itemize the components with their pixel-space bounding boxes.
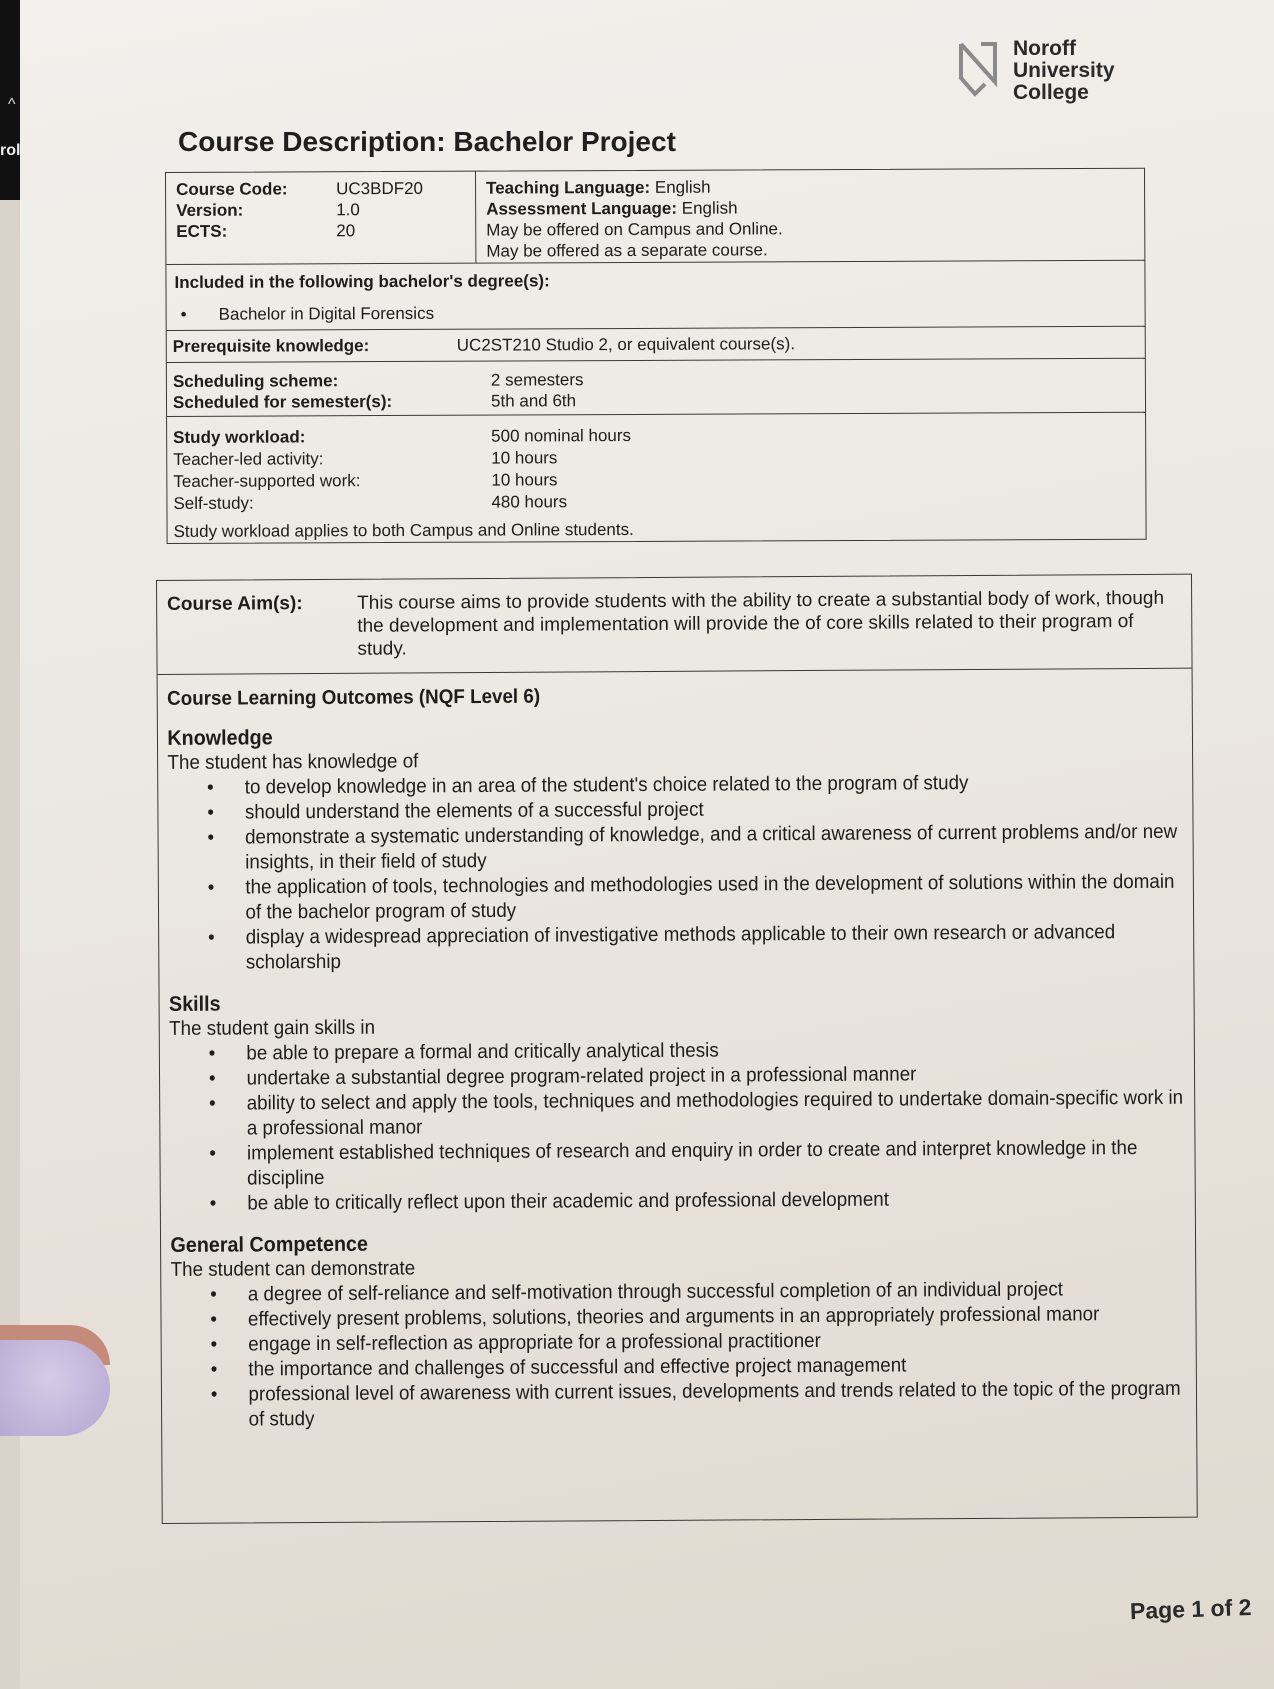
prerequisite-row bbox=[167, 327, 1145, 363]
logo-line: College bbox=[1013, 81, 1089, 104]
assessment-language-label: Assessment Language: bbox=[486, 198, 678, 219]
learning-outcomes bbox=[158, 669, 1206, 1445]
course-language-info bbox=[476, 170, 793, 262]
version-label: Version: bbox=[176, 200, 244, 220]
page-number: Page 1 of 2 bbox=[1129, 1593, 1252, 1625]
course-aim-row bbox=[157, 575, 1192, 675]
course-info-table bbox=[165, 168, 1147, 544]
list-item: • to develop knowledge in an area of the student's choice related to the program of study bbox=[245, 770, 1193, 801]
offering-mode: May be offered on Campus and Online. bbox=[486, 219, 783, 240]
list-item: • ability to select and apply the tools, techniques and methodologies required to undertake domain-specific work in a professional manor bbox=[247, 1086, 1195, 1142]
course-aim-label: Course Aim(s): bbox=[167, 593, 303, 615]
document-page bbox=[20, 0, 1274, 1689]
scheduling-scheme: 2 semesters bbox=[490, 370, 584, 390]
competence-list bbox=[171, 1277, 1196, 1433]
scheduling-scheme-label: Scheduling scheme: bbox=[172, 371, 339, 391]
chevron-up-icon: ^ bbox=[8, 96, 16, 113]
noroff-logo-icon bbox=[955, 38, 1005, 100]
knowledge-list bbox=[168, 770, 1194, 976]
course-aims-outcomes-table bbox=[156, 574, 1198, 1524]
list-item: • demonstrate a systematic understanding of knowledge, and a critical awareness of current problems and/or new insights, in their field of study bbox=[245, 820, 1193, 876]
degrees-label: Included in the following bachelor's degree(s): bbox=[174, 271, 550, 292]
assessment-language: English bbox=[681, 198, 738, 218]
list-item: • the importance and challenges of successful and effective project management bbox=[248, 1352, 1196, 1383]
skills-list bbox=[169, 1036, 1195, 1217]
competence-heading: General Competence bbox=[170, 1232, 369, 1257]
ects: 20 bbox=[336, 221, 356, 241]
list-item: • the application of tools, technologies and methodologies used in the development of solutions within the domain of the bachelor program of study bbox=[245, 870, 1193, 926]
list-item: • effectively present problems, solutions, theories and arguments in an appropriately professional manor bbox=[248, 1302, 1196, 1333]
course-code-label: Course Code: bbox=[176, 179, 288, 199]
skills-intro: The student gain skills in bbox=[169, 1016, 376, 1040]
workload-value: 480 hours bbox=[491, 492, 568, 512]
workload-label: Teacher-led activity: bbox=[173, 449, 324, 469]
teaching-language-label: Teaching Language: bbox=[486, 177, 651, 198]
course-aim-text: This course aims to provide students with the ability to create a substantial body of work, though the development and implementation will provide the of core skills related to their program of study. bbox=[357, 587, 1165, 660]
list-item: • should understand the elements of a successful project bbox=[245, 795, 1193, 826]
course-identifiers bbox=[166, 172, 476, 264]
list-item: • display a widespread appreciation of investigative methods applicable to their own research or advanced scholarship bbox=[246, 920, 1194, 976]
version: 1.0 bbox=[336, 200, 360, 220]
list-item: • engage in self-reflection as appropriate for a professional practitioner bbox=[248, 1327, 1196, 1358]
knowledge-heading: Knowledge bbox=[167, 726, 273, 750]
ects-label: ECTS: bbox=[176, 221, 228, 241]
outcomes-heading: Course Learning Outcomes (NQF Level 6) bbox=[167, 685, 541, 710]
fingernail bbox=[0, 1340, 110, 1436]
logo-line: University bbox=[1013, 59, 1115, 82]
background-screen-edge bbox=[0, 0, 20, 200]
course-header-row bbox=[166, 169, 1144, 265]
list-item: • be able to critically reflect upon their academic and professional development bbox=[247, 1186, 1195, 1217]
background-text-fragment: rol bbox=[0, 142, 21, 159]
prerequisite-label: Prerequisite knowledge: bbox=[172, 336, 370, 356]
workload-note: Study workload applies to both Campus and Online students. bbox=[173, 519, 634, 541]
page-title: Course Description: Bachelor Project bbox=[178, 126, 676, 157]
skills-heading: Skills bbox=[168, 992, 221, 1016]
degree-item: • Bachelor in Digital Forensics bbox=[180, 303, 435, 324]
list-item: • undertake a substantial degree program-related project in a professional manner bbox=[246, 1061, 1194, 1092]
workload-row bbox=[167, 413, 1146, 553]
competence-intro: The student can demonstrate bbox=[170, 1257, 416, 1281]
list-item: • be able to prepare a formal and critically analytical thesis bbox=[246, 1036, 1194, 1067]
university-logo bbox=[955, 38, 1115, 104]
semesters-label: Scheduled for semester(s): bbox=[172, 392, 393, 412]
workload-value: 10 hours bbox=[491, 470, 558, 490]
list-item: • a degree of self-reliance and self-motivation through successful completion of an individual project bbox=[248, 1277, 1196, 1308]
offering-separate: May be offered as a separate course. bbox=[486, 240, 768, 261]
semesters: 5th and 6th bbox=[490, 391, 577, 411]
list-item: • professional level of awareness with current issues, developments and trends related to the topic of the program of study bbox=[248, 1377, 1196, 1433]
workload-label: Self-study: bbox=[173, 493, 254, 513]
teaching-language: English bbox=[654, 177, 711, 197]
workload-value: 500 nominal hours bbox=[491, 425, 632, 446]
workload-label: Study workload: bbox=[173, 427, 306, 447]
prerequisite-value: UC2ST210 Studio 2, or equivalent course(s). bbox=[456, 334, 796, 355]
workload-label: Teacher-supported work: bbox=[173, 471, 361, 491]
workload-value: 10 hours bbox=[491, 448, 558, 468]
knowledge-intro: The student has knowledge of bbox=[167, 750, 419, 774]
degrees-row bbox=[166, 261, 1144, 331]
scheduling-row bbox=[167, 359, 1145, 417]
degree-name: Bachelor in Digital Forensics bbox=[218, 303, 435, 324]
logo-line: Noroff bbox=[1013, 37, 1076, 60]
list-item: • implement established techniques of research and enquiry in order to create and interpret knowledge in the discipline bbox=[247, 1136, 1195, 1192]
course-code: UC3BDF20 bbox=[336, 178, 424, 199]
